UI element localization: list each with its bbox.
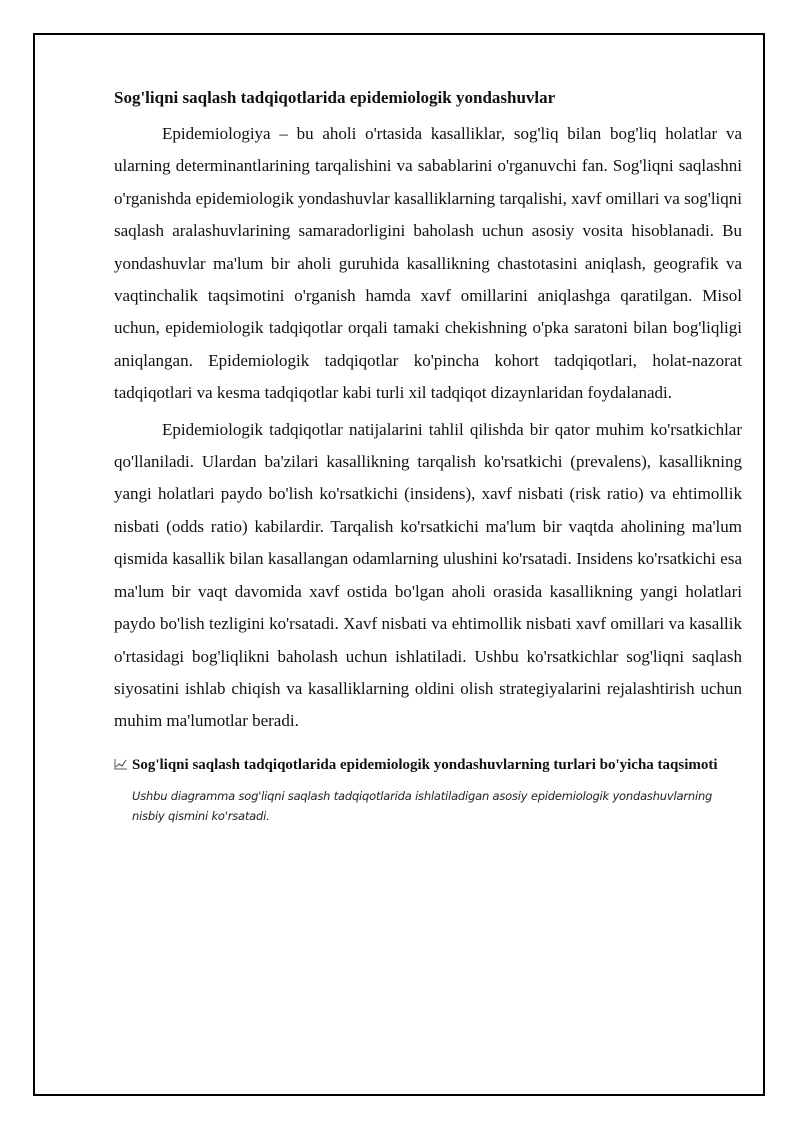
chart-line-icon bbox=[114, 755, 128, 767]
figure-caption: Ushbu diagramma sog'liqni saqlash tadqiqotlarida ishlatiladigan asosiy epidemiologik yondashuvlarning nisbiy qismini ko'rsatadi. bbox=[132, 788, 713, 823]
figure-title bbox=[114, 754, 742, 776]
section-heading: Sog'liqni saqlash tadqiqotlarida epidemiologik yondashuvlar bbox=[114, 88, 556, 107]
paragraph-1: Epidemiologiya – bu aholi o'rtasida kasalliklar, sog'liq bilan bog'liq holatlar va ularning determinantlarining tarqalishini va sabablarini o'rganuvchi fan. Sog'liqni saqlashni o'rganishda epidemiologik yondashuvlar kasalliklarning tarqalishi, xavf omillari va sog'liqni saqlash aralashuvlarining samaradorligini baholash uchun asosiy vosita hisoblanadi. Bu yondashuvlar ma'lum bir aholi guruhida kasallikning chastotasini aniqlash, geografik va vaqtinchalik taqsimotini o'rganish hamda xavf omillarini aniqlashga qaratilgan. Misol uchun, epidemiologik tadqiqotlar orqali tamaki chekishning o'pka saratoni bilan bog'liqligi aniqlangan. Epidemiologik tadqiqotlar ko'pincha kohort tadqiqotlari, holat-nazorat tadqiqotlari va kesma tadqiqotlar kabi turli xil tadqiqot dizaynlaridan foydalanadi. bbox=[114, 124, 742, 403]
document-body bbox=[114, 86, 742, 826]
figure-title-text: Sog'liqni saqlash tadqiqotlarida epidemiologik yondashuvlarning turlari bo'yicha taqsimoti bbox=[132, 756, 718, 773]
paragraph-2: Epidemiologik tadqiqotlar natijalarini tahlil qilishda bir qator muhim ko'rsatkichlar qo'llaniladi. Ulardan ba'zilari kasallikning tarqalish ko'rsatkichi (prevalens), kasallikning yangi holatlari paydo bo'lish ko'rsatkichi (insidens), xavf nisbati (risk ratio) va ehtimollik nisbati (odds ratio) kabilardir. Tarqalish ko'rsatkichi ma'lum bir vaqtda aholining ma'lum qismida kasallik bilan kasallangan odamlarning ulushini ko'rsatadi. Insidens ko'rsatkichi esa ma'lum bir vaqt davomida xavf ostida bo'lgan aholi orasida kasallikning yangi holatlari paydo bo'lish tezligini ko'rsatadi. Xavf nisbati va ehtimollik nisbati xavf omillari va kasallik o'rtasidagi bog'liqlikni baholash uchun ishlatiladi. Ushbu ko'rsatkichlar sog'liqni saqlash siyosatini ishlab chiqish va kasalliklarning oldini olish strategiyalarini rejalashtirish uchun muhim ma'lumotlar beradi. bbox=[114, 419, 742, 731]
